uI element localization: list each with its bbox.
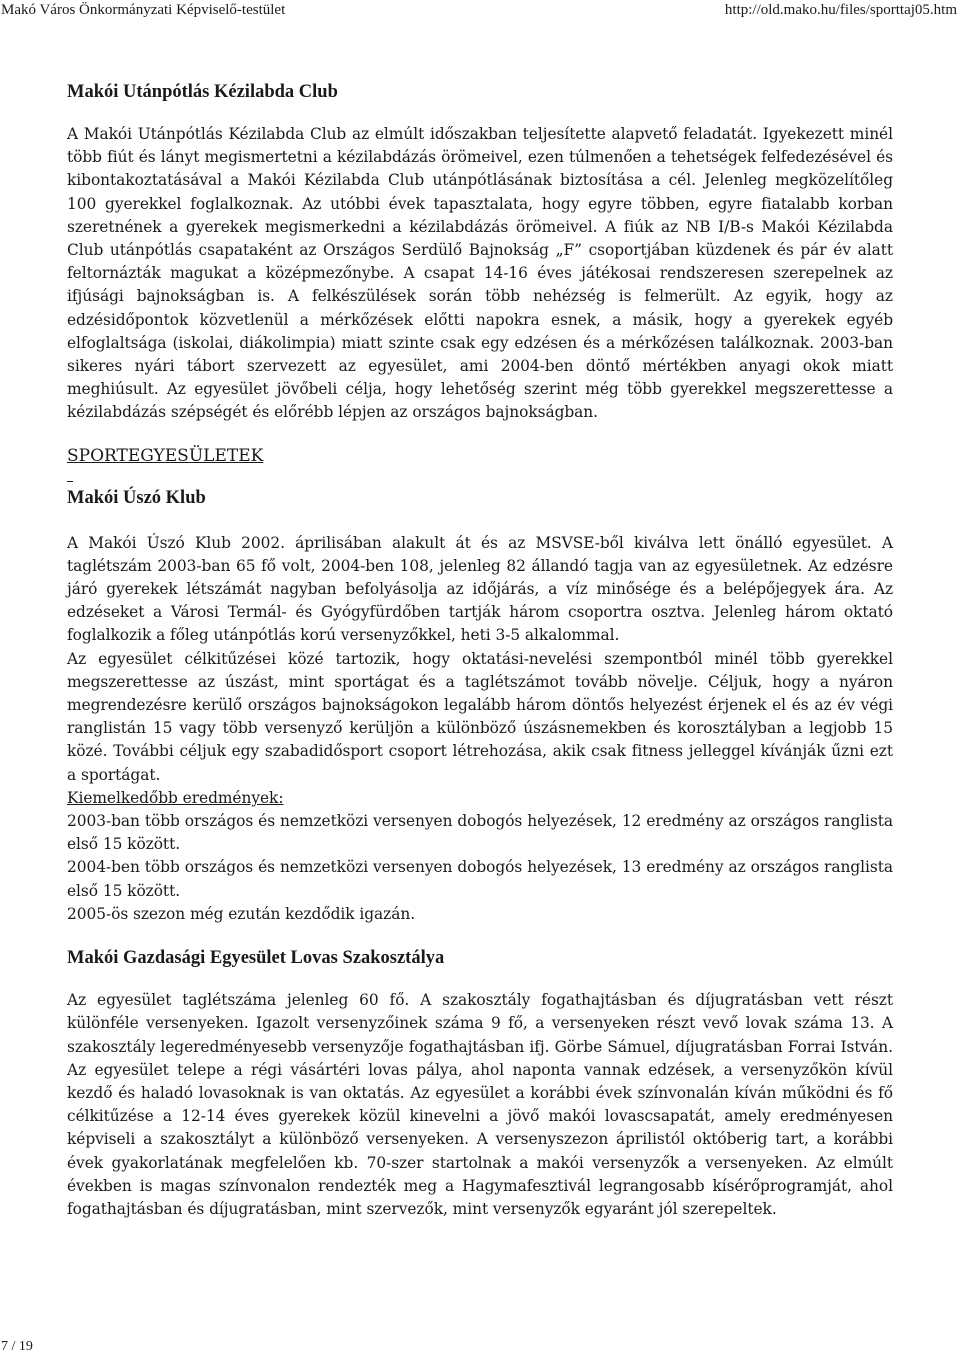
sportegyesuletek-heading: SPORTEGYESÜLETEK bbox=[67, 445, 264, 466]
uszo-paragraph-1: A Makói Úszó Klub 2002. áprilisában alakult át és az MSVSE-ből kiválva lett önálló egyesület. A taglétszám 2003-ban 65 fő volt, 2004-ben 108, jelenleg 82 állandó tagja van az egyesületnek. Az edzésre járó gyerekek létszámát nagyban befolyásolja az időjárás, a víz minősége és a belépőjegyek ára. Az edzéseket a Városi Termál- és Gyógyfürdőben tartják három csoportra osztva. Jelenleg három oktató foglalkozik a főleg utánpótlás korú versenyzőkkel, heti 3-5 alkalommal. bbox=[67, 533, 893, 645]
page-number: 7 / 19 bbox=[1, 1339, 33, 1354]
header-title: Makó Város Önkormányzati Képviselő-testület bbox=[1, 2, 286, 18]
uszo-paragraph-2: Az egyesület célkitűzései közé tartozik, hogy oktatási-nevelési szempontból minél több gyerekkel megszerettesse az úszást, mint sportágat és a taglétszámot tovább növelje. Céljuk, hogy a nyáron megrendezésre kerülő országos bajnokságokon legalább három döntős helyezést érjenek el és az év végi ranglistán 15 vagy több versenyző kerüljön a különböző úszásnemekben és korosztályban a legjobb 15 közé. További céljuk egy szabadidősport csoport létrehozása, akik csak fitness jelleggel kívánják űzni ezt a sportágat. bbox=[67, 649, 893, 784]
lovas-paragraph: Az egyesület taglétszáma jelenleg 60 fő. A szakosztály fogathajtásban és díjugratásban vett részt különféle versenyeken. Igazolt versenyzőinek száma 9 fő, a versenyeken részt vevő lovak száma 13. A szakosztály legeredményesebb versenyzője fogathajtásban ifj. Görbe Sámuel, díjugratásban Forrai István. Az egyesület telepe a régi vásártéri lovas pálya, ahol naponta vannak edzések, a versenyzőkön kívül kezdő és haladó lovasoknak is van oktatás. Az egyesület a korábbi évek színvonalán kíván működni és fő célkitűzése a 12-14 éves gyerekek közül kinevelni a jövő makói lovascsapatát, amely eredményesen képviseli a szakosztályt a különböző versenyeken. A versenyszezon áprilistól októberig tart, a korábbi évek gyakorlatának megfelelően kb. 70-szer startolnak a makói versenyzők a versenyeken. Az elmúlt években is magas színvonalon rendezték meg a Hagymafesztivál legrangosabb kísérőprogramját, ahol fogathajtásban és díjugratásban, mint szervezők, mint versenyzők egyaránt jól szerepeltek. bbox=[67, 991, 893, 1218]
result-2003: 2003-ban több országos és nemzetközi versenyen dobogós helyezések, 12 eredmény az országos ranglista első 15 között. bbox=[67, 812, 893, 854]
results-heading: Kiemelkedőbb eredmények: bbox=[67, 788, 284, 807]
header-url[interactable]: http://old.mako.hu/files/sporttaj05.htm bbox=[724, 2, 957, 18]
kezilabda-paragraph: A Makói Utánpótlás Kézilabda Club az elmúlt időszakban teljesítette alapvető feladatát. Igyekezett minél több fiút és lányt megismertetni a kézilabdázás örömeivel, ezen túlmenően a tehetségek felfedezésével és kibontakoztatásával a Makói Kézilabda Club utánpótlásának biztosítása a cél. Jelenleg megközelítőleg 100 gyerekkel foglalkoznak. Az utóbbi évek tapasztalata, hogy egyre többen, egyre fiatalabb korban szeretnének a gyerekek megismerkedni a kézilabdázás örömeivel. A fiúk az NB I/B-s Makói Kézilabda Club utánpótlás csapataként az Országos Serdülő Bajnokság „F” csoportjában küzdenek és pár év alatt feltornázták magukat a középmezőnybe. A csapat 14-16 éves játékosai rendszeresen szerepelnek az ifjúsági bajnokságban is. A felkészülések során több nehézség is felmerült. Az egyik, hogy az edzésidőpontok közvetlenül a mérkőzések előtti napokra esnek, a másik, hogy a gyerekek egyéb elfoglaltsága (iskolai, diákolimpia) miatt szinte csak egy edzésen és a mérkőzésen találkoznak. 2003-ban sikeres nyári tábort szervezett az egyesület, ami 2004-ben döntő mértékben anyagi okok miatt meghiúsult. Az egyesület jövőbeli célja, hogy lehetőség szerint még több gyerekkel megszerettesse a kézilabdázás szépségét és előrébb lépjen az országos bajnokságban. bbox=[67, 125, 893, 422]
section-title-kezilabda: Makói Utánpótlás Kézilabda Club bbox=[67, 82, 338, 102]
result-2005: 2005-ös szezon még ezután kezdődik igazán. bbox=[67, 904, 416, 923]
decorative-dash bbox=[67, 481, 73, 482]
document-body bbox=[67, 76, 893, 1221]
section-title-lovas: Makói Gazdasági Egyesület Lovas Szakosztálya bbox=[67, 948, 445, 969]
section-title-uszo: Makói Úszó Klub bbox=[67, 487, 206, 508]
result-2004: 2004-ben több országos és nemzetközi versenyen dobogós helyezések, 13 eredmény az országos ranglista első 15 között. bbox=[67, 858, 893, 900]
page-header bbox=[0, 0, 960, 20]
